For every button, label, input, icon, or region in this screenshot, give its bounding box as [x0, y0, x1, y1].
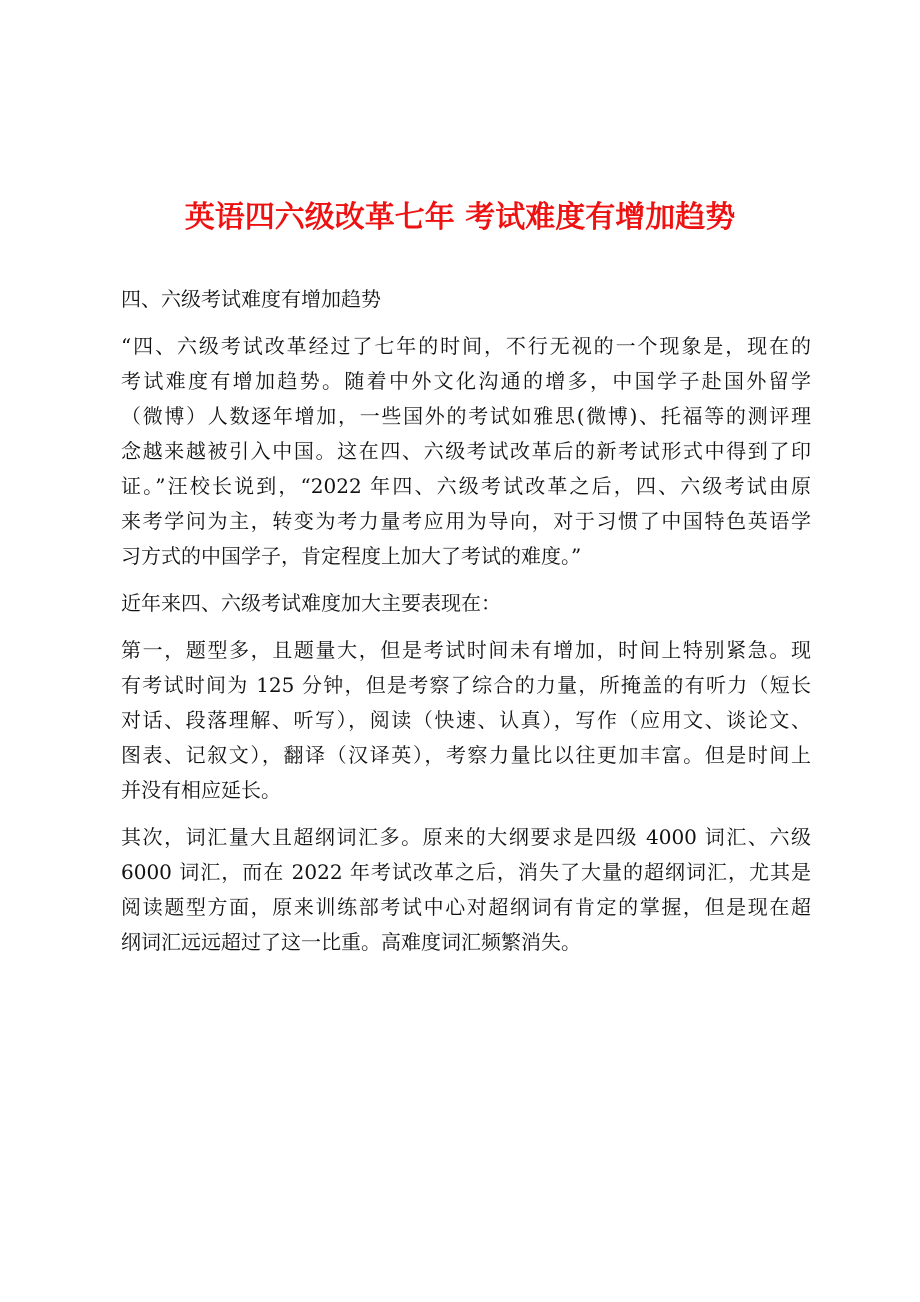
- text-line: 有考试时间为 125 分钟，但是考察了综合的力量，所掩盖的有听力（短长: [121, 673, 811, 697]
- paragraph-5: [121, 820, 811, 960]
- text-line: 第一，题型多，且题量大，但是考试时间未有增加，时间上特别紧急。现: [121, 638, 811, 662]
- text-line: 来考学问为主，转变为考力量考应用为导向，对于习惯了中国特色英语学: [121, 509, 811, 533]
- text-line: 念越来越被引入中国。这在四、六级考试改革后的新考试形式中得到了印: [121, 439, 811, 463]
- text-line: 阅读题型方面，原来训练部考试中心对超纲词有肯定的掌握，但是现在超: [121, 895, 811, 919]
- text-line: 近年来四、六级考试难度加大主要表现在：: [121, 591, 501, 615]
- text-line: 对话、段落理解、听写），阅读（快速、认真），写作（应用文、谈论文、: [121, 708, 811, 732]
- text-line: 其次，词汇量大且超纲词汇多。原来的大纲要求是四级 4000 词汇、六级: [121, 825, 811, 849]
- paragraph-2: [121, 329, 811, 574]
- text-line: “四、六级考试改革经过了七年的时间，不行无视的一个现象是，现在的: [121, 334, 811, 358]
- paragraph-4: [121, 633, 811, 808]
- text-line: 四、六级考试难度有增加趋势: [121, 287, 381, 311]
- text-line: 习方式的中国学子，肯定程度上加大了考试的难度。”: [121, 544, 582, 568]
- paragraph-1: [121, 282, 811, 317]
- text-line: 6000 词汇，而在 2022 年考试改革之后，消失了大量的超纲词汇，尤其是: [121, 860, 811, 884]
- text-line: 证。”汪校长说到，“2022 年四、六级考试改革之后，四、六级考试由原: [121, 474, 811, 498]
- document-title: 英语四六级改革七年 考试难度有增加趋势: [184, 200, 736, 235]
- text-line: 图表、记叙文），翻译（汉译英），考察力量比以往更加丰富。但是时间上: [121, 743, 811, 767]
- text-line: （微博）人数逐年增加，一些国外的考试如雅思(微博)、托福等的测评理: [121, 404, 811, 428]
- paragraph-3: [121, 586, 811, 621]
- text-line: 纲词汇远远超过了这一比重。高难度词汇频繁消失。: [121, 930, 581, 954]
- document-body: [121, 282, 811, 972]
- text-line: 并没有相应延长。: [121, 778, 281, 802]
- text-line: 考试难度有增加趋势。随着中外文化沟通的增多，中国学子赴国外留学: [121, 369, 811, 393]
